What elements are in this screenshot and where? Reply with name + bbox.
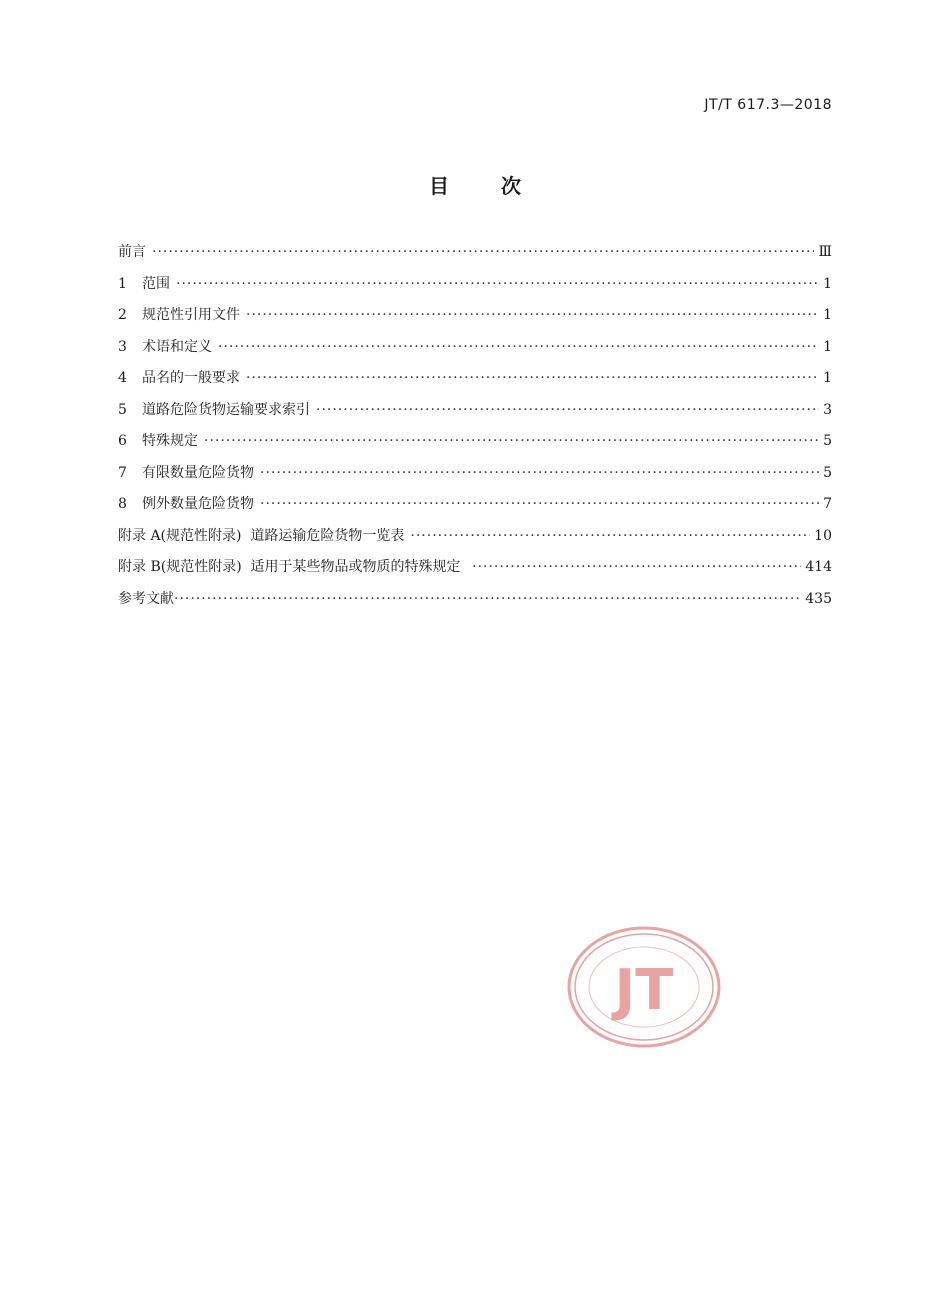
toc-row-annex-a[interactable] — [118, 526, 832, 558]
toc-leader — [410, 526, 810, 546]
toc-label: 范围 — [142, 275, 170, 292]
toc-leader — [152, 242, 814, 262]
page-title-char-2: 次 — [501, 174, 521, 198]
toc-page: 414 — [805, 559, 832, 575]
toc-leader — [174, 589, 801, 609]
toc-leader — [260, 463, 819, 483]
toc-page: 1 — [823, 275, 832, 292]
jt-watermark-logo — [566, 925, 722, 1049]
table-of-contents — [118, 242, 832, 620]
toc-leader — [316, 400, 819, 420]
toc-label: 术语和定义 — [142, 338, 212, 355]
toc-row-1[interactable] — [118, 274, 832, 306]
toc-number: 1 — [118, 275, 127, 292]
toc-row-2[interactable] — [118, 305, 832, 337]
toc-leader — [204, 431, 819, 451]
toc-row-4[interactable] — [118, 368, 832, 400]
toc-page: 1 — [823, 370, 832, 386]
toc-leader — [246, 305, 819, 325]
toc-page: 7 — [823, 496, 832, 512]
toc-label: 特殊规定 — [142, 433, 198, 449]
page-title — [0, 170, 950, 199]
toc-row-7[interactable] — [118, 463, 832, 495]
toc-page: Ⅲ — [818, 244, 832, 260]
toc-label: 前言 — [118, 244, 146, 260]
toc-leader — [472, 557, 801, 577]
toc-label: 有限数量危险货物 — [142, 464, 254, 481]
toc-number: 3 — [118, 338, 127, 355]
toc-row-references[interactable] — [118, 589, 832, 621]
toc-label: 附录 B(规范性附录) 适用于某些物品或物质的特殊规定 — [118, 559, 461, 575]
toc-leader — [246, 368, 819, 388]
toc-row-5[interactable] — [118, 400, 832, 432]
toc-leader — [176, 274, 819, 294]
toc-page: 10 — [814, 527, 832, 544]
toc-leader — [260, 494, 819, 514]
standard-code: JT/T 617.3—2018 — [704, 97, 832, 113]
toc-label: 附录 A(规范性附录) 道路运输危险货物一览表 — [118, 527, 405, 544]
toc-row-6[interactable] — [118, 431, 832, 463]
toc-page: 3 — [823, 401, 832, 418]
toc-label: 规范性引用文件 — [142, 307, 240, 323]
toc-row-8[interactable] — [118, 494, 832, 526]
toc-label: 参考文献 — [118, 590, 174, 607]
toc-number: 4 — [118, 370, 127, 386]
toc-row-foreword[interactable] — [118, 242, 832, 274]
toc-row-3[interactable] — [118, 337, 832, 369]
toc-number: 7 — [118, 464, 127, 481]
toc-label: 例外数量危险货物 — [142, 496, 254, 512]
toc-page: 435 — [805, 590, 832, 607]
toc-leader — [218, 337, 819, 357]
toc-number: 8 — [118, 496, 127, 512]
toc-label: 品名的一般要求 — [142, 370, 240, 386]
toc-number: 2 — [118, 307, 127, 323]
toc-row-annex-b[interactable] — [118, 557, 832, 589]
toc-number: 6 — [118, 433, 127, 449]
toc-label: 道路危险货物运输要求索引 — [142, 401, 310, 418]
toc-page: 1 — [823, 307, 832, 323]
toc-page: 1 — [823, 338, 832, 355]
page-title-char-1: 目 — [429, 174, 449, 198]
toc-page: 5 — [823, 433, 832, 449]
toc-page: 5 — [823, 464, 832, 481]
toc-number: 5 — [118, 401, 127, 418]
watermark-text: JT — [614, 958, 674, 1023]
